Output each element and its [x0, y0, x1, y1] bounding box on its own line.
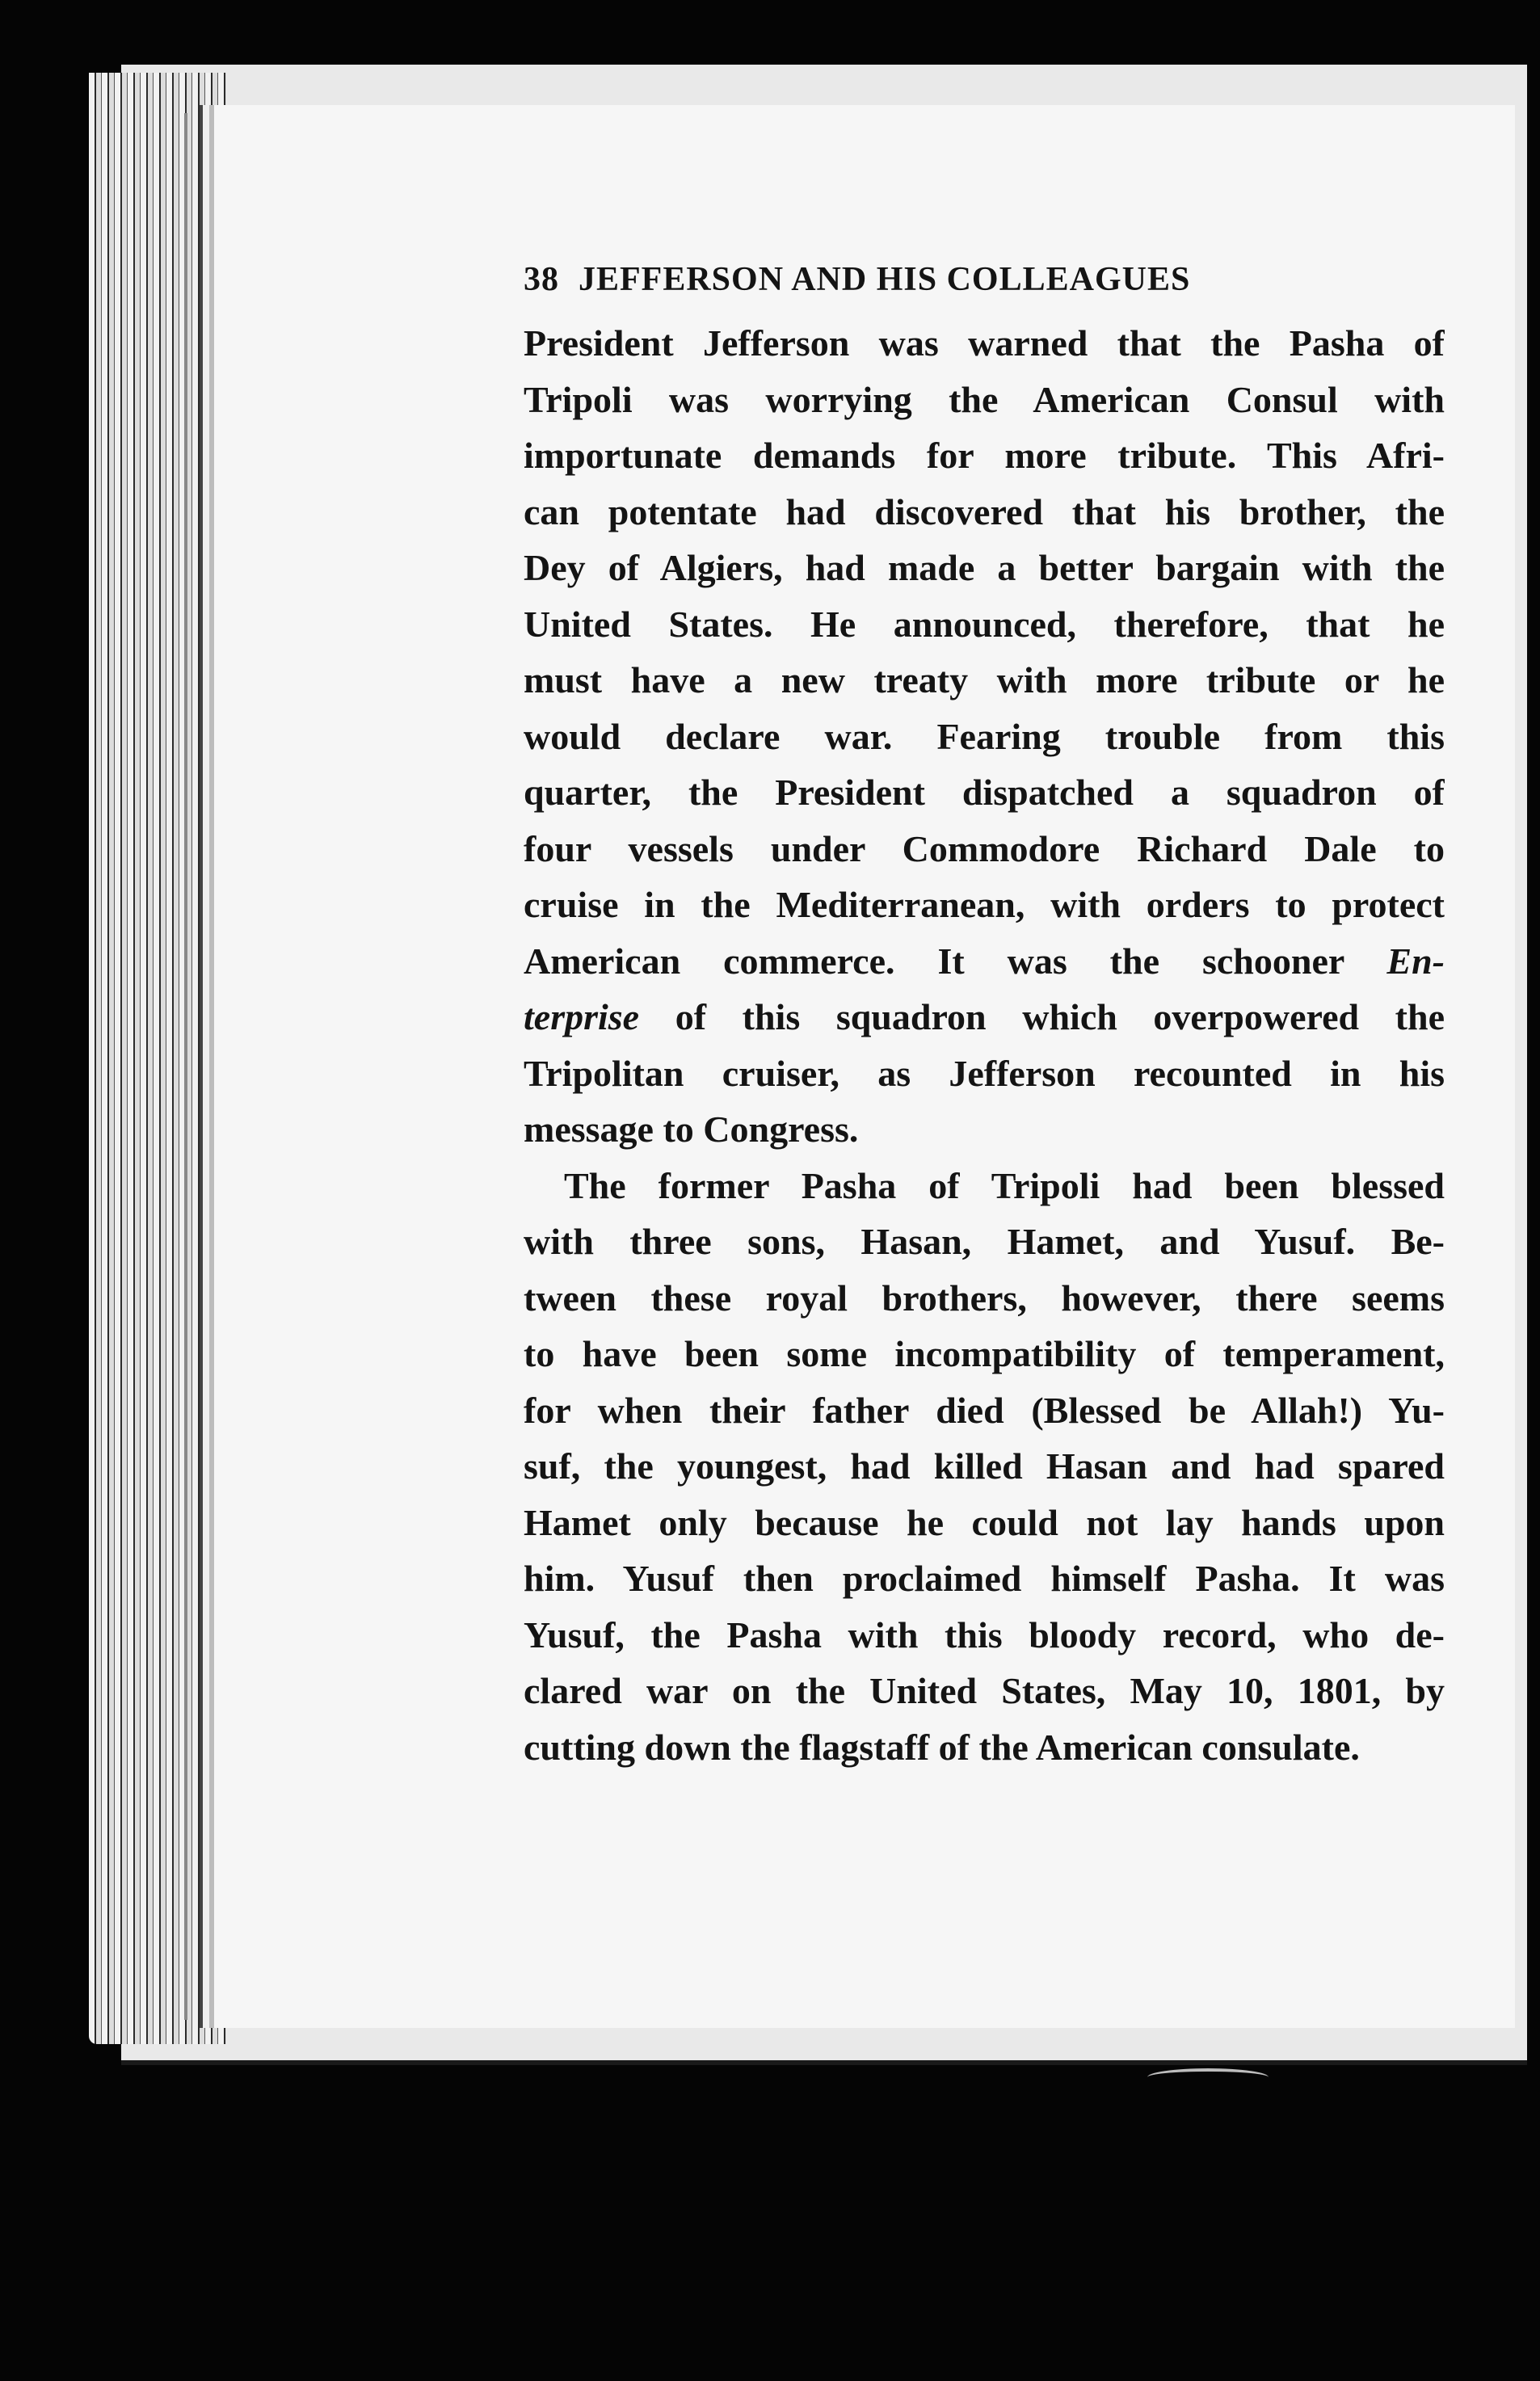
text-line: Yusuf, the Pasha with this bloody record, who de-	[524, 1613, 1445, 1655]
text-line: clared war on the United States, May 10, 1801, by	[524, 1670, 1445, 1711]
text-line: President Jefferson was warned that the Pasha of	[524, 322, 1445, 364]
page-content	[524, 260, 1445, 1775]
text-line: cruise in the Mediterranean, with orders to protect	[524, 884, 1445, 925]
text-line: tween these royal brothers, however, there seems	[524, 1277, 1445, 1319]
text-line: United States. He announced, therefore, that he	[524, 603, 1445, 645]
text-line: message to Congress.	[524, 1108, 859, 1150]
text-line: American commerce. It was the schooner En-	[524, 940, 1445, 982]
running-head-title: JEFFERSON AND HIS COLLEAGUES	[579, 261, 1191, 298]
page-curl-mark	[1147, 2068, 1269, 2086]
text-line: The former Pasha of Tripoli had been blessed	[564, 1164, 1445, 1206]
book-page-edges	[89, 73, 226, 2044]
gutter-shadow	[184, 113, 187, 2020]
text-line: would declare war. Fearing trouble from this	[524, 715, 1445, 757]
text-line: for when their father died (Blessed be Allah!) Yu-	[524, 1389, 1445, 1431]
text-line: Dey of Algiers, had made a better bargain with the	[524, 547, 1445, 588]
text-line: Tripoli was worrying the American Consul with	[524, 378, 1445, 420]
text-line: Tripolitan cruiser, as Jefferson recounted in his	[524, 1052, 1445, 1094]
text-line: terprise of this squadron which overpowered the	[524, 996, 1445, 1037]
text-line: to have been some incompatibility of temperament,	[524, 1333, 1445, 1374]
text-line: can potentate had discovered that his brother, the	[524, 490, 1445, 532]
paragraph-1	[524, 315, 1445, 1158]
paragraph-2	[524, 1158, 1445, 1776]
text-line: him. Yusuf then proclaimed himself Pasha. It was	[524, 1558, 1445, 1599]
text-line: four vessels under Commodore Richard Dale to	[524, 827, 1445, 869]
page-number: 38	[524, 261, 559, 298]
text-line: Hamet only because he could not lay hands upon	[524, 1501, 1445, 1543]
text-line: importunate demands for more tribute. This Afri-	[524, 435, 1445, 476]
text-line: must have a new treaty with more tribute or he	[524, 659, 1445, 700]
running-header	[524, 260, 1445, 299]
text-line: quarter, the President dispatched a squadron of	[524, 772, 1445, 813]
text-line: cutting down the flagstaff of the American consulate.	[524, 1726, 1360, 1768]
text-line: with three sons, Hasan, Hamet, and Yusuf. Be-	[524, 1221, 1445, 1262]
text-line: suf, the youngest, had killed Hasan and had spared	[524, 1445, 1445, 1487]
